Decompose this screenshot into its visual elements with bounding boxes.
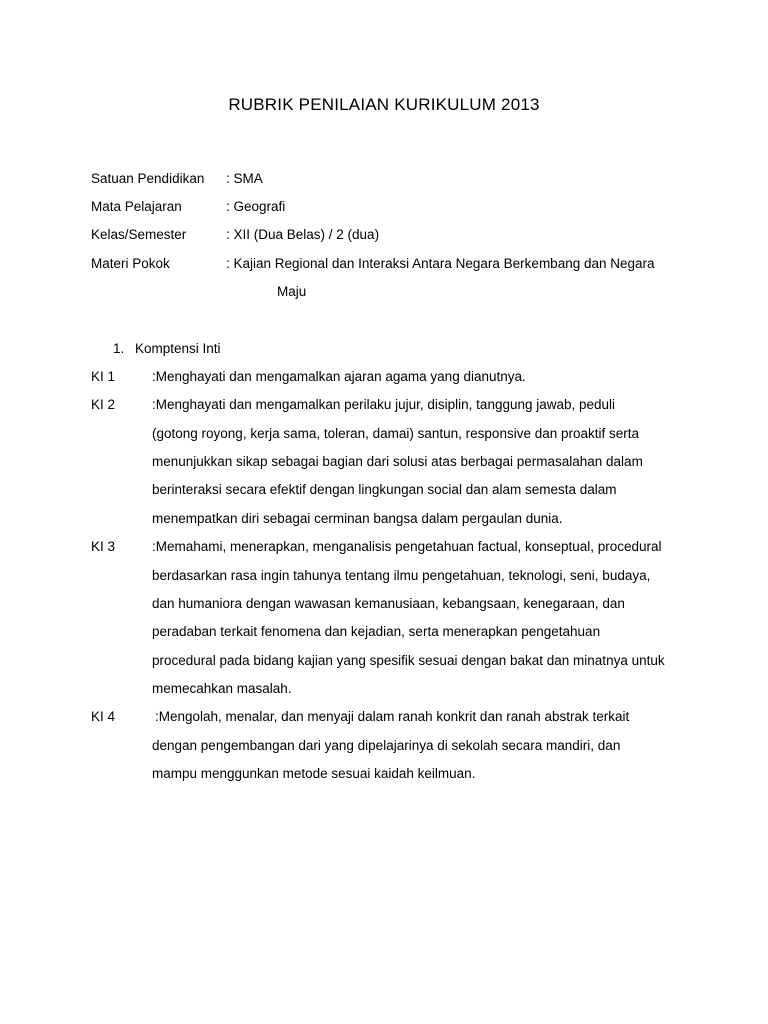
ki-4-line: :Mengolah, menalar, dan menyaji dalam ranah konkrit dan ranah abstrak terkait xyxy=(155,709,630,724)
section-heading xyxy=(113,341,221,356)
ki-3-line: procedural pada bidang kajian yang spesifik sesuai dengan bakat dan minatnya untuk xyxy=(152,653,665,668)
ki-label-3: KI 3 xyxy=(91,539,116,554)
ki-4-line: mampu menggunkan metode sesuai kaidah keilmuan. xyxy=(152,766,476,781)
ki-label-1: KI 1 xyxy=(91,369,116,384)
meta-label-satuan: Satuan Pendidikan xyxy=(91,171,205,186)
section-number: 1. xyxy=(113,341,125,356)
ki-label-2: KI 2 xyxy=(91,397,116,412)
ki-2-line: :Menghayati dan mengamalkan perilaku jujur, disiplin, tanggung jawab, peduli xyxy=(152,397,616,412)
meta-value-mapel: : Geografi xyxy=(226,199,286,214)
document-title: RUBRIK PENILAIAN KURIKULUM 2013 xyxy=(228,95,540,114)
ki-label-4: KI 4 xyxy=(91,709,116,724)
ki-3-line: berdasarkan rasa ingin tahunya tentang ilmu pengetahuan, teknologi, seni, budaya, xyxy=(152,568,651,583)
ki-2-line: menempatkan diri sebagai cerminan bangsa dalam pergaulan dunia. xyxy=(152,511,563,526)
ki-3-line: memecahkan masalah. xyxy=(152,681,292,696)
ki-3-line: peradaban terkait fenomena dan kejadian, serta menerapkan pengetahuan xyxy=(152,624,601,639)
ki-3-line: dan humaniora dengan wawasan kemanusiaan, kebangsaan, kenegaraan, dan xyxy=(152,596,625,611)
meta-value-materi: : Kajian Regional dan Interaksi Antara Negara Berkembang dan Negara xyxy=(226,256,655,271)
meta-label-kelas: Kelas/Semester xyxy=(91,227,187,242)
section-title: Komptensi Inti xyxy=(135,341,221,356)
ki-2-line: menunjukkan sikap sebagai bagian dari solusi atas berbagai permasalahan dalam xyxy=(152,454,643,469)
ki-1-line: :Menghayati dan mengamalkan ajaran agama yang dianutnya. xyxy=(152,369,526,384)
meta-label-materi: Materi Pokok xyxy=(91,256,170,271)
ki-3-line: :Memahami, menerapkan, menganalisis pengetahuan factual, konseptual, procedural xyxy=(152,539,662,554)
meta-value-satuan: : SMA xyxy=(226,171,263,186)
ki-2-line: berinteraksi secara efektif dengan lingkungan social dan alam semesta dalam xyxy=(152,482,617,497)
meta-label-mapel: Mata Pelajaran xyxy=(91,199,182,214)
meta-value-kelas: : XII (Dua Belas) / 2 (dua) xyxy=(226,227,380,242)
ki-4-line: dengan pengembangan dari yang dipelajarinya di sekolah secara mandiri, dan xyxy=(152,738,621,753)
ki-2-line: (gotong royong, kerja sama, toleran, damai) santun, responsive dan proaktif serta xyxy=(152,426,640,441)
meta-value-materi-continuation: Maju xyxy=(277,284,307,299)
